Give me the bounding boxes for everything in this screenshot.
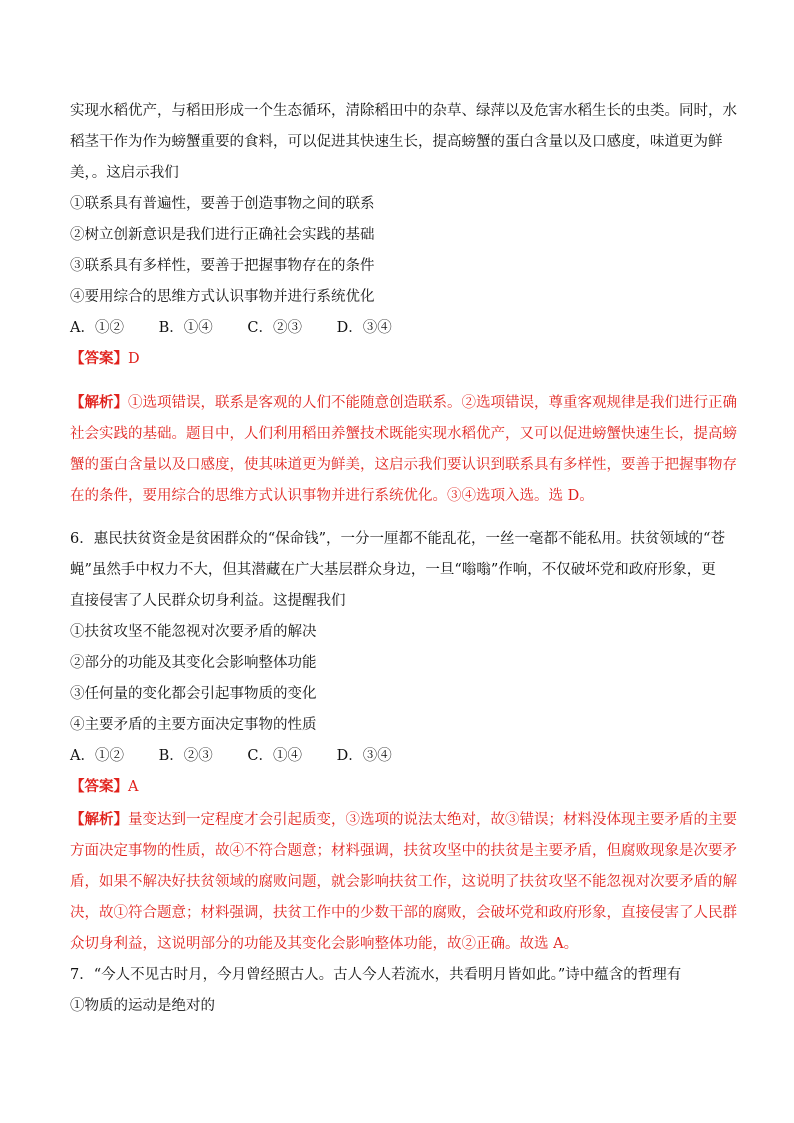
q6-choice-item: ①扶贫攻坚不能忽视对次要矛盾的解决 — [70, 624, 317, 640]
q6-option-d: D．③④ — [336, 748, 392, 764]
q5-choice-item: ②树立创新意识是我们进行正确社会实践的基础 — [70, 227, 375, 243]
answer-tag: 【答案】 — [70, 778, 128, 795]
analysis-text: 量变达到一定程度才会引起质变，③选项的说法太绝对，故③错误；材料没体现主要矛盾的主要 — [128, 812, 737, 828]
q5-analysis-line: 社会实践的基础。题目中，人们利用稻田养蟹技术既能实现水稻优产，又可以促进螃蟹快速生长，提高螃 — [70, 426, 737, 442]
q6-choice-item: ④主要矛盾的主要方面决定事物的性质 — [70, 717, 317, 733]
q5-analysis-line — [70, 393, 737, 413]
q6-option-c: C．①④ — [247, 748, 302, 764]
q6-answer — [70, 777, 730, 797]
q5-option-b: B．①④ — [158, 320, 213, 336]
q6-analysis-line: 盾，如果不解决好扶贫领域的腐败问题，就会影响扶贫工作，这说明了扶贫攻坚不能忽视对次要矛盾的解 — [70, 874, 737, 890]
q6-analysis-line: 决，故①符合题意；材料强调，扶贫工作中的少数干部的腐败，会破坏党和政府形象，直接侵害了人民群 — [70, 905, 737, 921]
q5-choice-item: ④要用综合的思维方式认识事物并进行系统优化 — [70, 289, 375, 305]
analysis-tag: 【解析】 — [70, 394, 128, 411]
q6-option-b: B．②③ — [158, 748, 213, 764]
q6-option-a: A．①② — [70, 748, 124, 764]
analysis-tag: 【解析】 — [70, 811, 128, 828]
q7-stem-line: 7．“今人不见古时月，今月曾经照古人。古人今人若流水，共看明月皆如此。”诗中蕴含的哲理有 — [70, 967, 682, 983]
q5-stem-line: 美，。这启示我们 — [70, 165, 179, 181]
q6-analysis-line: 方面决定事物的性质，故④不符合题意；材料强调，扶贫攻坚中的扶贫是主要矛盾，但腐败现象是次要矛 — [70, 843, 737, 859]
q6-choice-item: ②部分的功能及其变化会影响整体功能 — [70, 655, 317, 671]
q6-stem-line: 6．惠民扶贫资金是贫困群众的“保命钱”，一分一厘都不能乱花，一丝一毫都不能私用。扶贫领域的“苍 — [70, 531, 725, 547]
q5-analysis-line: 蟹的蛋白含量以及口感度，使其味道更为鲜美，这启示我们要认识到联系具有多样性，要善于把握事物存 — [70, 457, 737, 473]
q6-stem-line: 直接侵害了人民群众切身利益。这提醒我们 — [70, 593, 346, 609]
q5-option-a: A．①② — [70, 320, 124, 336]
answer-tag: 【答案】 — [70, 350, 128, 367]
q5-analysis-line: 在的条件，要用综合的思维方式认识事物并进行系统优化。③④选项入选。选 D。 — [70, 488, 594, 504]
q5-options — [70, 318, 730, 338]
answer-value: A — [128, 779, 139, 795]
q6-analysis-line: 众切身利益，这说明部分的功能及其变化会影响整体功能，故②正确。故选 A。 — [70, 936, 579, 952]
q6-stem-line: 蝇”虽然手中权力不大，但其潜藏在广大基层群众身边，一旦“嗡嗡”作响，不仅破坏党和政府形象，更 — [70, 562, 716, 578]
answer-value: D — [128, 351, 140, 367]
q5-stem-line: 稻茎干作为作为螃蟹重要的食料，可以促进其快速生长，提高螃蟹的蛋白含量以及口感度，味道更为鲜 — [70, 134, 723, 150]
q6-choice-item: ③任何量的变化都会引起事物质的变化 — [70, 686, 317, 702]
q5-choice-item: ①联系具有普遍性，要善于创造事物之间的联系 — [70, 196, 375, 212]
q5-option-d: D．③④ — [336, 320, 392, 336]
q5-answer — [70, 349, 730, 369]
q5-stem-line: 实现水稻优产，与稻田形成一个生态循环，清除稻田中的杂草、绿萍以及危害水稻生长的虫类。同时，水 — [70, 103, 737, 119]
q5-choice-item: ③联系具有多样性，要善于把握事物存在的条件 — [70, 258, 375, 274]
q6-analysis-line — [70, 810, 737, 830]
q6-options — [70, 746, 730, 766]
analysis-text: ①选项错误，联系是客观的人们不能随意创造联系。②选项错误，尊重客观规律是我们进行正确 — [128, 395, 737, 411]
q7-choice-item: ①物质的运动是绝对的 — [70, 998, 215, 1014]
q5-option-c: C．②③ — [247, 320, 302, 336]
